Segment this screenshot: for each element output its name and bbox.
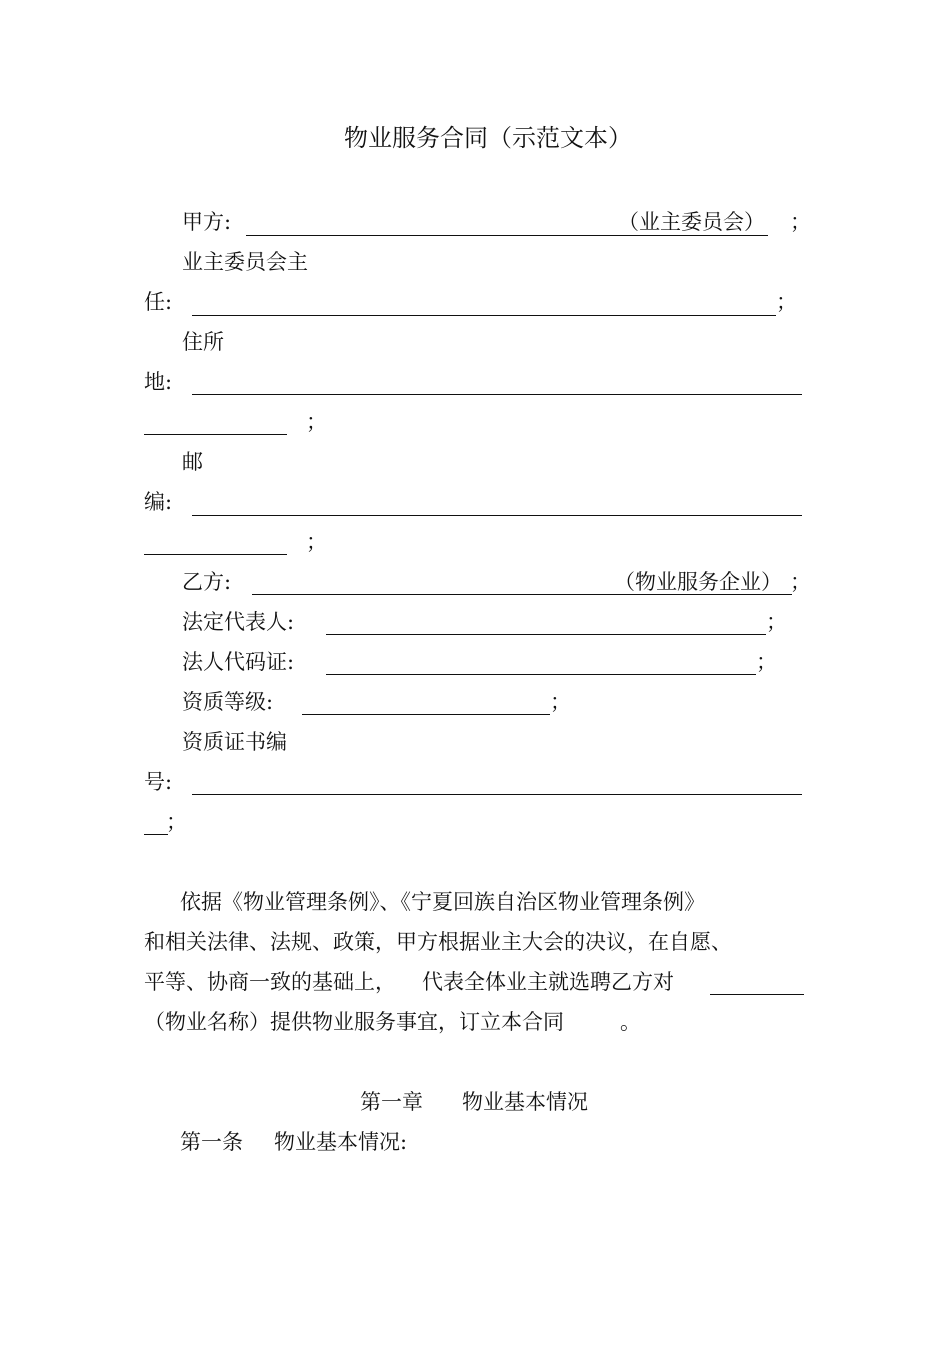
party-b-end: ； [790,570,811,594]
postcode-blank-line1[interactable] [192,515,802,516]
party-a-suffix: （业主委员会） [618,210,765,234]
qualification-label: 资质等级: [182,690,274,714]
postcode-end: ； [306,530,327,554]
party-a-end: ； [790,210,811,234]
page-title: 物业服务合同（示范文本） [344,124,632,152]
postcode-label-line1: 邮 [182,450,203,474]
cert-end: ； [166,810,187,834]
corp-code-label: 法人代码证: [182,650,295,674]
cert-blank-line2[interactable] [144,834,168,835]
party-b-label: 乙方: [182,570,232,594]
preamble-line1: 依据《物业管理条例》、《宁夏回族自治区物业管理条例》 [180,890,705,914]
address-label-line2: 地: [144,370,173,394]
preamble-line4a: （物业名称）提供物业服务事宜，订立本合同 [144,1010,564,1034]
cert-blank-line1[interactable] [192,794,802,795]
legal-rep-blank[interactable] [326,634,766,635]
preamble-line3b: 代表全体业主就选聘乙方对 [422,970,674,994]
legal-rep-end: ； [766,610,787,634]
party-a-label: 甲方: [182,210,232,234]
address-label-line1: 住所 [182,330,224,354]
chapter-number: 第一章 [360,1090,423,1114]
corp-code-blank[interactable] [326,674,756,675]
qualification-blank[interactable] [302,714,550,715]
address-blank-line2[interactable] [144,434,287,435]
cert-label-line1: 资质证书编 [182,730,287,754]
preamble-line3a: 平等、协商一致的基础上， [144,970,396,994]
chapter-title: 物业基本情况 [462,1090,588,1114]
article-title: 物业基本情况: [274,1130,408,1154]
chair-label-line1: 业主委员会主 [182,250,308,274]
address-blank-line1[interactable] [192,394,802,395]
party-b-suffix: （物业服务企业） [614,570,782,594]
preamble-line2: 和相关法律、法规、政策，甲方根据业主大会的决议，在自愿、 [144,930,732,954]
legal-rep-label: 法定代表人: [182,610,295,634]
party-b-blank[interactable] [252,594,792,595]
corp-code-end: ； [756,650,777,674]
chair-end: ； [776,290,797,314]
address-end: ； [306,410,327,434]
chair-blank[interactable] [192,315,776,316]
chair-label-line2: 任: [144,290,173,314]
qualification-end: ； [550,690,571,714]
party-a-blank[interactable] [246,235,768,236]
postcode-blank-line2[interactable] [144,554,287,555]
preamble-line4b: 。 [620,1010,641,1034]
postcode-label-line2: 编: [144,490,173,514]
cert-label-line2: 号: [144,770,173,794]
article-number: 第一条 [180,1130,243,1154]
property-name-blank[interactable] [710,994,804,995]
